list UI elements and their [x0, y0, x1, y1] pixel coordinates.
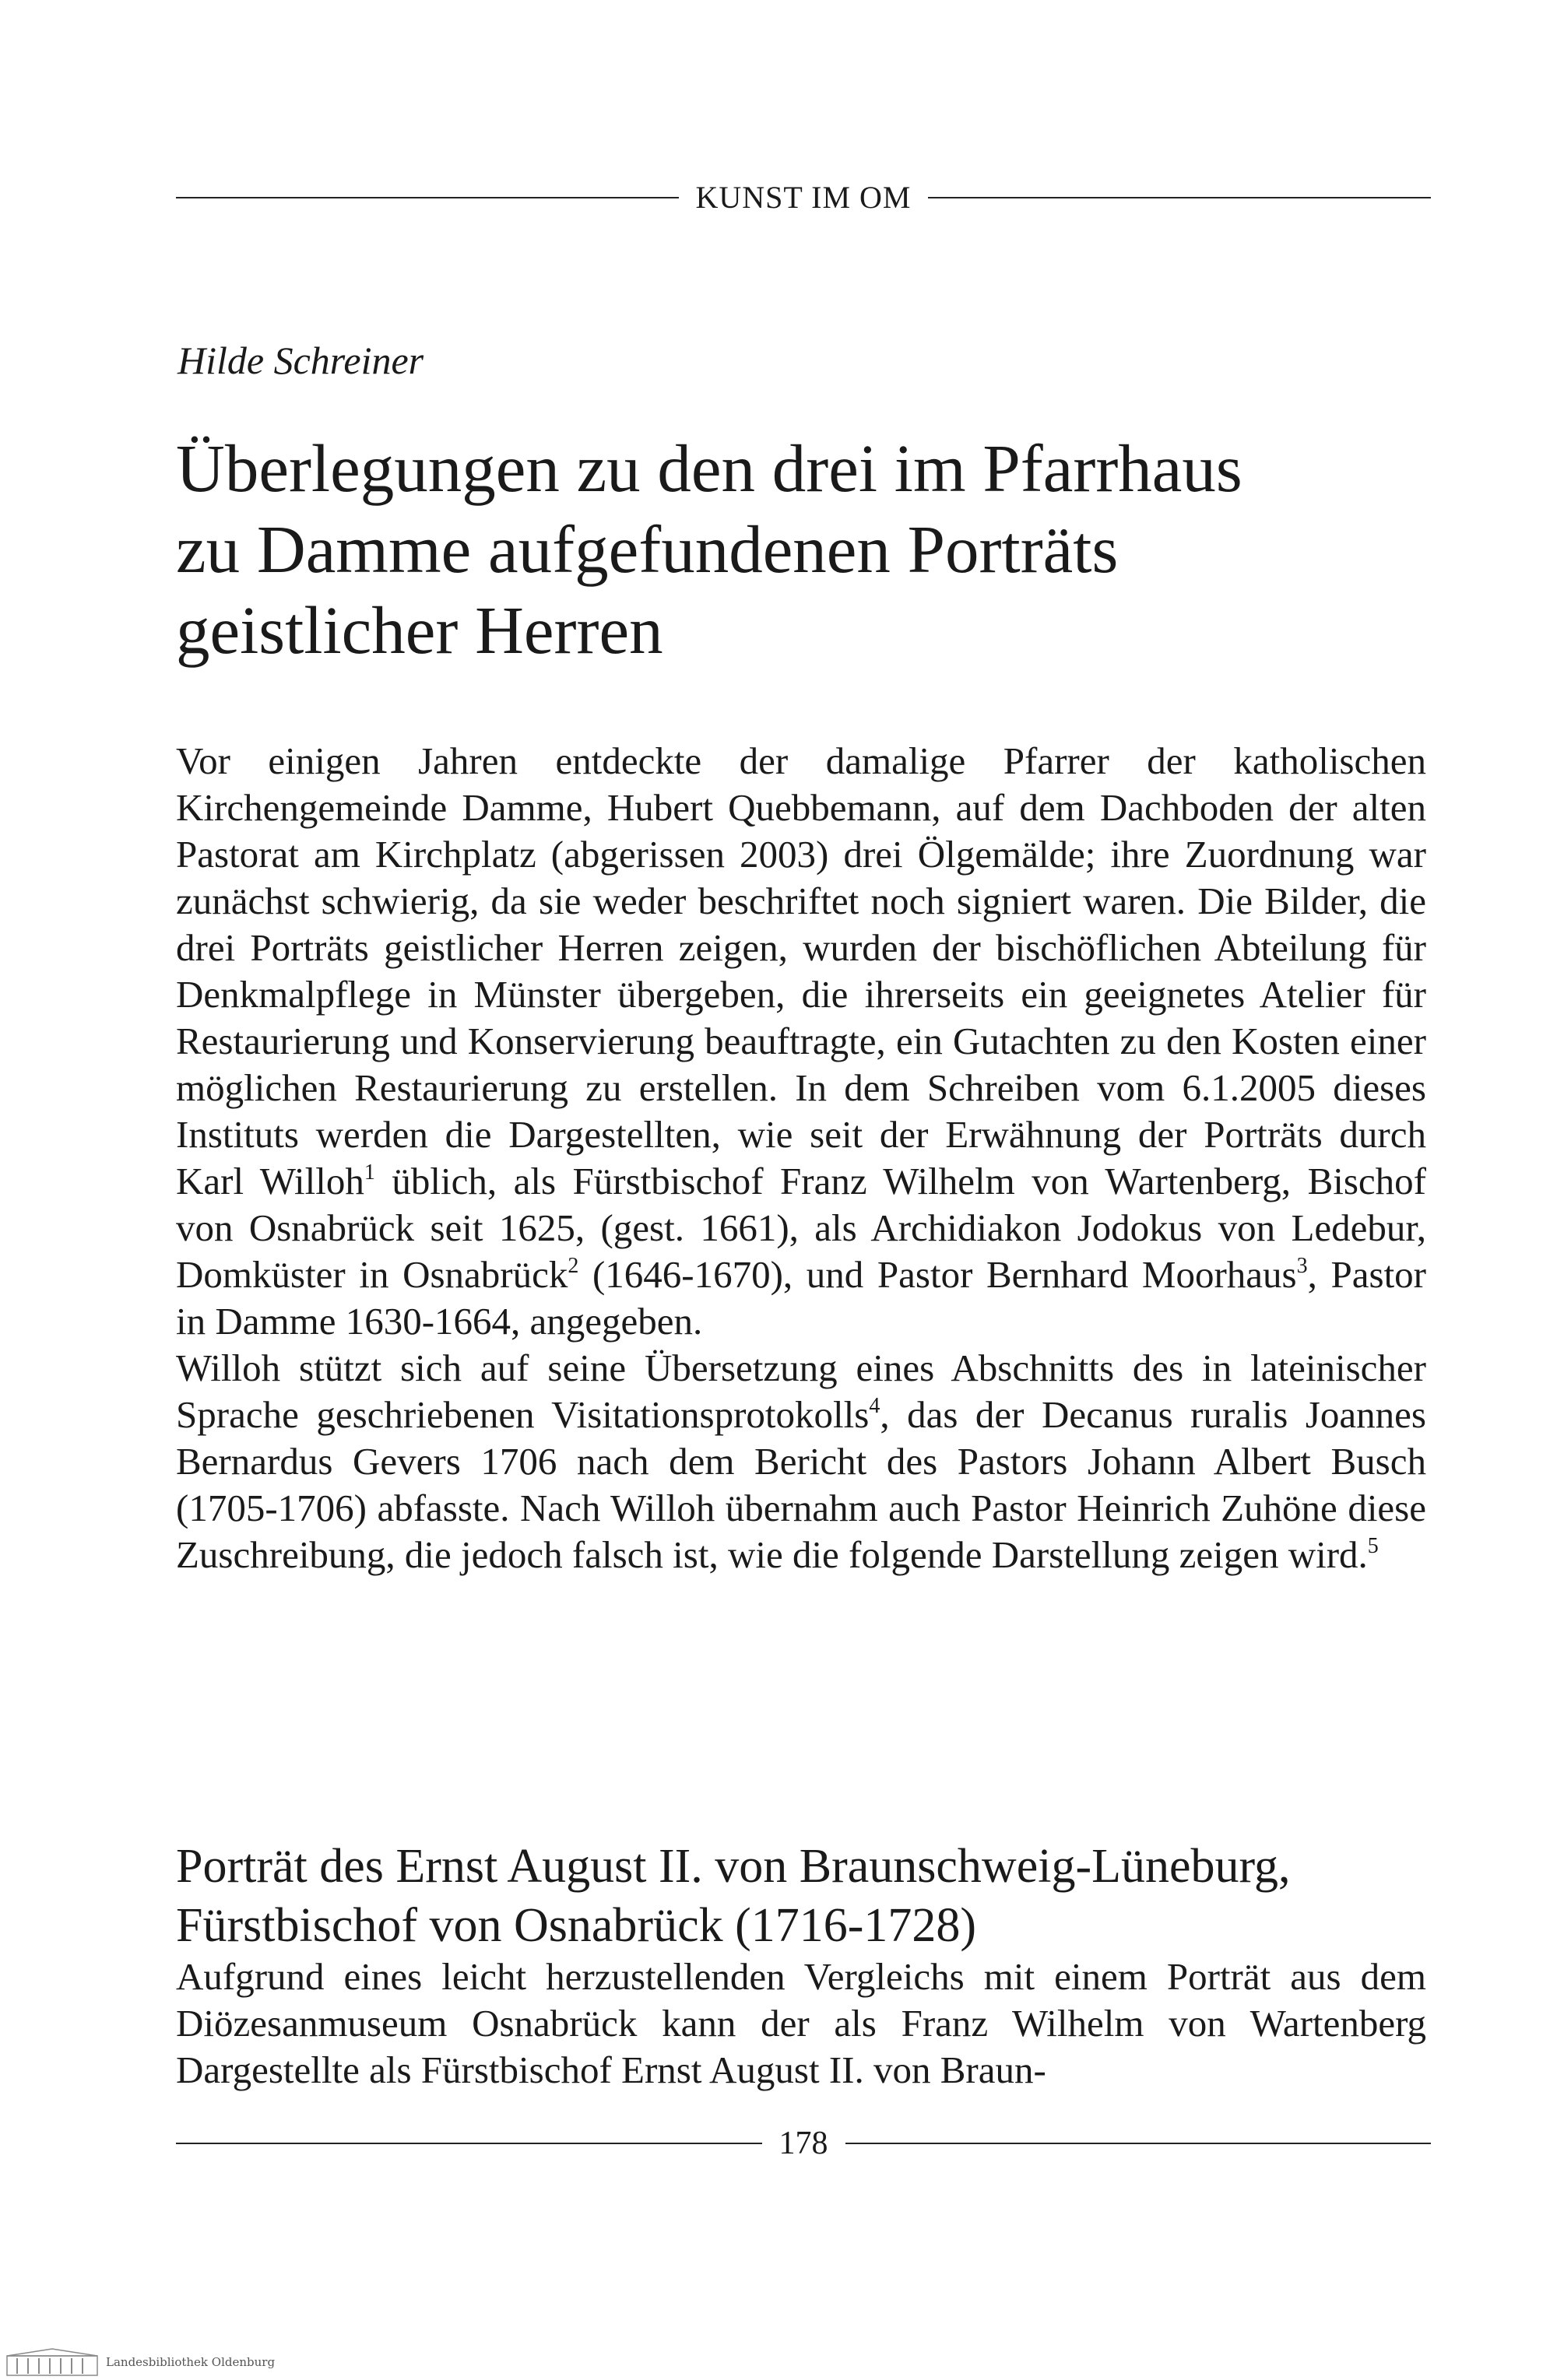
author-name: Hilde Schreiner [177, 339, 424, 382]
footer-rule-right [845, 2143, 1432, 2144]
page-footer [176, 2122, 1431, 2165]
header-rule-right [928, 197, 1431, 198]
body-paragraph-1 [176, 738, 1426, 1345]
footnote-ref: 2 [568, 1253, 579, 1278]
library-building-icon [6, 2348, 98, 2376]
section-heading-line: Porträt des Ernst August II. von Braunschweig-Lüneburg, [176, 1840, 1291, 1893]
body-paragraph-2 [176, 1345, 1426, 1578]
paragraph-text: , Pastor in Damme 1630-1664, angegeben. [176, 1253, 1426, 1343]
section-heading [176, 1837, 1453, 1955]
library-footer [0, 2347, 467, 2378]
paragraph-text: , das der Decanus ruralis Joannes Bernardus Gevers 1706 nach dem Bericht des Pastors Johann Albert Busch (1705-1706) abfasste. Nach Willoh übernahm auch Pastor Heinrich Zuhöne diese Zuschreibung, die jedoch falsch ist, wie die folgende Darstellung zeigen wird. [176, 1393, 1426, 1576]
section-body [176, 1953, 1426, 2094]
title-line: Überlegungen zu den drei im Pfarrhaus [176, 430, 1242, 506]
body-paragraph-3: Aufgrund eines leicht herzustellenden Vergleichs mit einem Porträt aus dem Diözesanmuseum Osnabrück kann der als Franz Wilhelm von Wartenberg Dargestellte als Fürstbischof Ernst August II. von Braun- [176, 1955, 1426, 2091]
library-name: Landesbibliothek Oldenburg [106, 2355, 276, 2369]
article-title [176, 428, 1453, 671]
page-number: 178 [778, 2126, 828, 2161]
running-title: KUNST IM OM [695, 180, 912, 215]
footnote-ref: 1 [364, 1160, 375, 1185]
running-header [176, 176, 1431, 219]
title-line: geistlicher Herren [176, 592, 663, 668]
title-line: zu Damme aufgefundenen Porträts [176, 511, 1119, 587]
footnote-ref: 3 [1296, 1253, 1308, 1278]
article-body [176, 738, 1426, 1578]
paragraph-text: Willoh stützt sich auf seine Übersetzung eines Abschnitts des in lateinischer Sprache geschriebenen Visitationsprotokolls [176, 1346, 1426, 1436]
header-rule-left [176, 197, 679, 198]
footer-rule-left [176, 2143, 762, 2144]
paragraph-text: (1646-1670), und Pastor Bernhard Moorhaus [578, 1253, 1297, 1296]
section-heading-line: Fürstbischof von Osnabrück (1716-1728) [176, 1899, 977, 1952]
paragraph-text: Vor einigen Jahren entdeckte der damalige Pfarrer der katholischen Kirchengemeinde Damme, Hubert Quebbemann, auf dem Dachboden der alten Pastorat am Kirchplatz (abgerissen 2003) drei Ölgemälde; ihre Zuordnung war zunächst schwierig, da sie weder beschriftet noch signiert waren. Die Bilder, die drei Porträts geistlicher Herren zeigen, wurden der bischöflichen Abteilung für Denkmalpflege in Münster übergeben, die ihrerseits ein geeignetes Atelier für Restaurierung und Konservierung beauftragte, ein Gutachten zu den Kosten einer möglichen Restaurierung zu erstellen. In dem Schreiben vom 6.1.2005 dieses Instituts werden die Dargestellten, wie seit der Erwähnung der Porträts durch Karl Willoh [176, 739, 1426, 1202]
footnote-ref: 5 [1367, 1533, 1379, 1558]
paragraph-text: üblich, als Fürstbischof Franz Wilhelm von Wartenberg, Bischof von Osnabrück seit 1625, (gest. 1661), als Archidiakon Jodokus von Ledebur, Domküster in Osnabrück [176, 1160, 1426, 1296]
footnote-ref: 4 [869, 1393, 880, 1418]
